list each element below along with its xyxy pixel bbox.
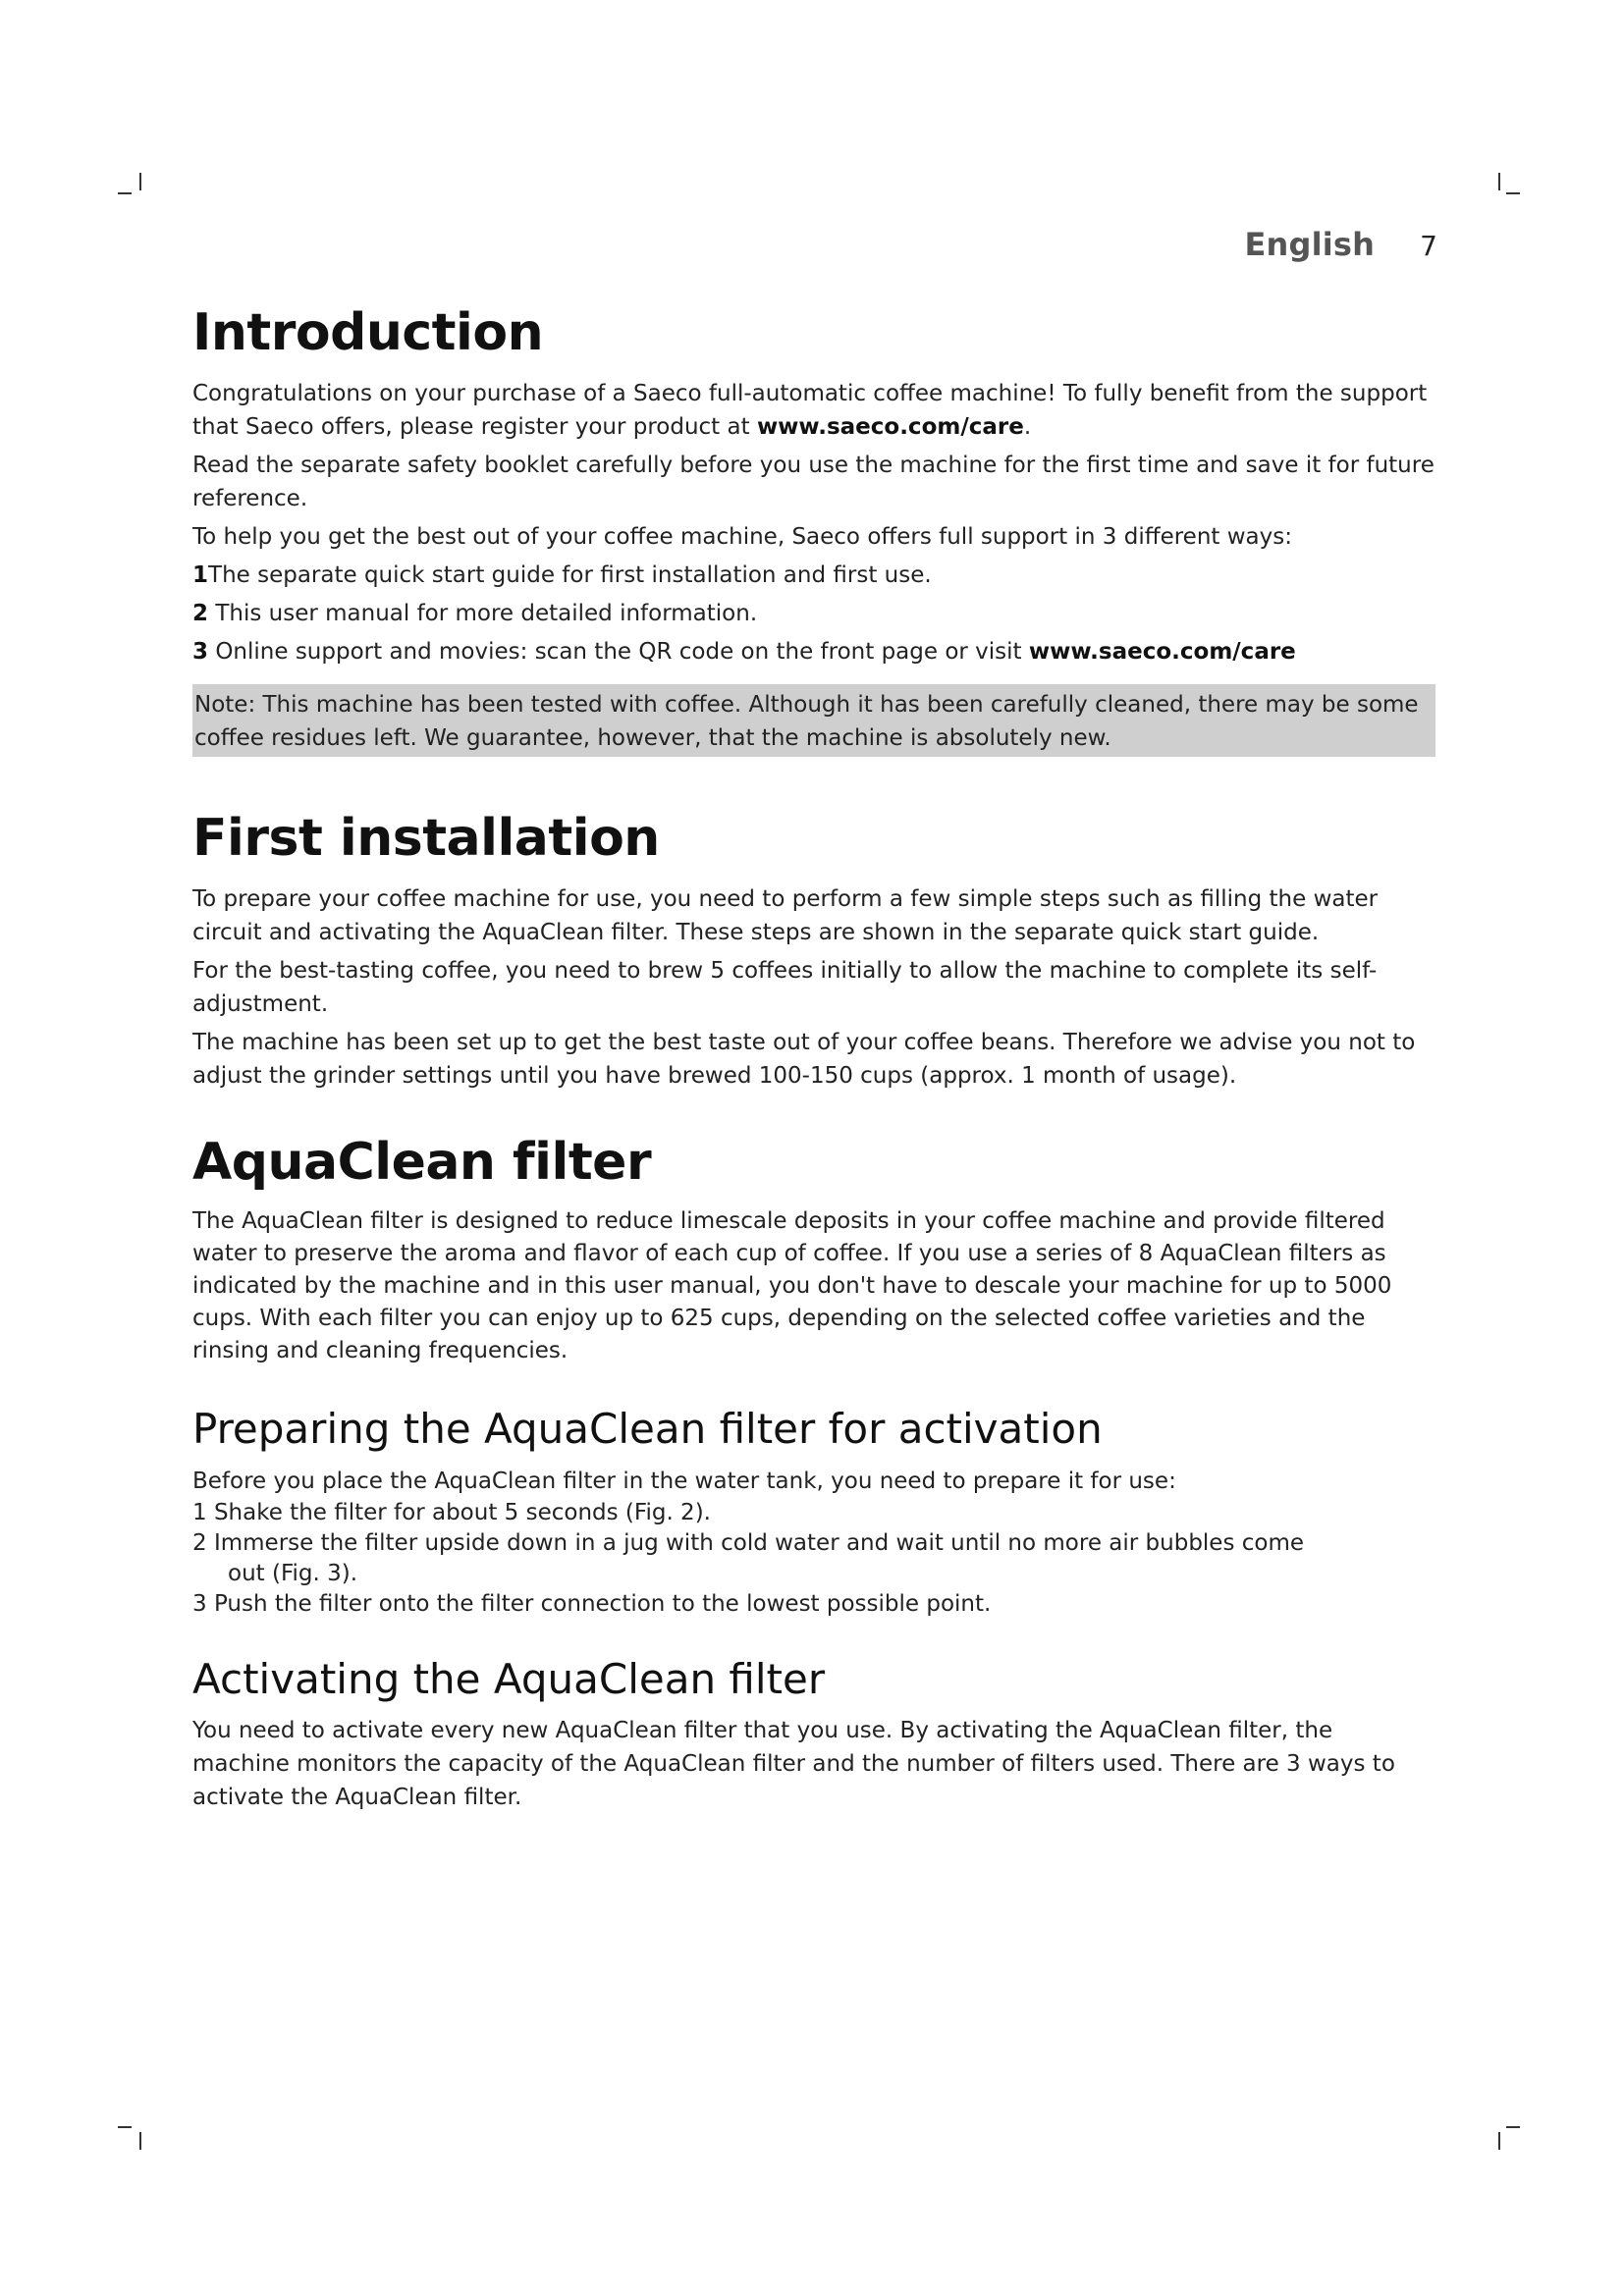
list-item-continuation: out (Fig. 3). (228, 1560, 358, 1586)
crop-mark (139, 173, 141, 190)
note-box (192, 684, 1435, 757)
list-item: 3 Push the filter onto the filter connection to the lowest possible point. (192, 1590, 992, 1617)
first-installation-title: First installation (192, 808, 660, 868)
aquaclean-section (192, 1134, 1435, 1368)
support-link[interactable]: www.saeco.com/care (1028, 638, 1296, 665)
crop-mark (1506, 2126, 1520, 2128)
page-content (192, 304, 1435, 1819)
activating-paragraph: You need to activate every new AquaClean filter that you use. By activating the AquaClean filter, the machine monitors the capacity of the AquaClean filter and the number of filters used. There are 3 ways to activate the AquaClean filter. (192, 1718, 1395, 1811)
register-link[interactable]: www.saeco.com/care (756, 413, 1024, 440)
crop-mark (1498, 173, 1500, 190)
introduction-paragraph: Read the separate safety booklet carefully before you use the machine for the first time and save it for future reference. (192, 452, 1435, 511)
crop-mark (118, 2126, 132, 2128)
preparing-section (192, 1405, 1435, 1619)
introduction-paragraph: To help you get the best out of your coffee machine, Saeco offers full support in 3 different ways: (192, 523, 1292, 550)
list-item: 1 Shake the filter for about 5 seconds (Fig. 2). (192, 1499, 711, 1525)
crop-mark (118, 192, 132, 194)
preparing-steps-list (192, 1498, 1435, 1620)
activating-section (192, 1655, 1435, 1814)
list-item: 2 This user manual for more detailed information. (192, 600, 758, 626)
first-installation-section (192, 810, 1435, 1093)
crop-mark (1506, 192, 1520, 194)
introduction-paragraph: Congratulations on your purchase of a Saeco full-automatic coffee machine! To fully benefit from the support that Saeco offers, please register your product at www.saeco.com/care. (192, 380, 1428, 440)
aquaclean-title: AquaClean filter (192, 1132, 652, 1192)
activating-title: Activating the AquaClean filter (192, 1654, 826, 1703)
aquaclean-paragraph: The AquaClean filter is designed to reduce limescale deposits in your coffee machine and provide filtered water to preserve the aroma and flavor of each cup of coffee. If you use a series of 8 AquaClean filters as indicated by the machine and in this user manual, you don't have to descale your machine for up to 5000 cups. With each filter you can enjoy up to 625 cups, depending on the selected coffee varieties and the rinsing and cleaning frequencies. (192, 1208, 1392, 1364)
note-text: Note: This machine has been tested with coffee. Although it has been carefully cleaned, there may be some coffee residues left. We guarantee, however, that the machine is absolutely new. (194, 691, 1419, 751)
list-item: 1The separate quick start guide for first installation and first use. (192, 561, 932, 588)
introduction-section (192, 304, 1435, 757)
first-installation-paragraph: To prepare your coffee machine for use, you need to perform a few simple steps such as filling the water circuit and activating the AquaClean filter. These steps are shown in the separate quick start guide. (192, 885, 1379, 945)
preparing-intro: Before you place the AquaClean filter in the water tank, you need to prepare it for use: (192, 1468, 1176, 1494)
crop-mark (1498, 2132, 1500, 2150)
page-number: 7 (1420, 230, 1437, 262)
crop-mark (139, 2132, 141, 2150)
page-header (1244, 226, 1437, 263)
preparing-title: Preparing the AquaClean filter for activation (192, 1405, 1103, 1454)
first-installation-paragraph: The machine has been set up to get the best taste out of your coffee beans. Therefore we advise you not to adjust the grinder settings until you have brewed 100-150 cups (approx. 1 month of usage). (192, 1029, 1416, 1089)
list-item: 2 Immerse the filter upside down in a jug with cold water and wait until no more air bubbles come (192, 1529, 1305, 1556)
list-item: 3 Online support and movies: scan the QR code on the front page or visit www.saeco.com/care (192, 638, 1296, 665)
first-installation-paragraph: For the best-tasting coffee, you need to brew 5 coffees initially to allow the machine to complete its self-adjustment. (192, 957, 1378, 1017)
language-label: English (1244, 226, 1376, 263)
support-ways-list (192, 559, 1435, 668)
introduction-title: Introduction (192, 303, 544, 362)
